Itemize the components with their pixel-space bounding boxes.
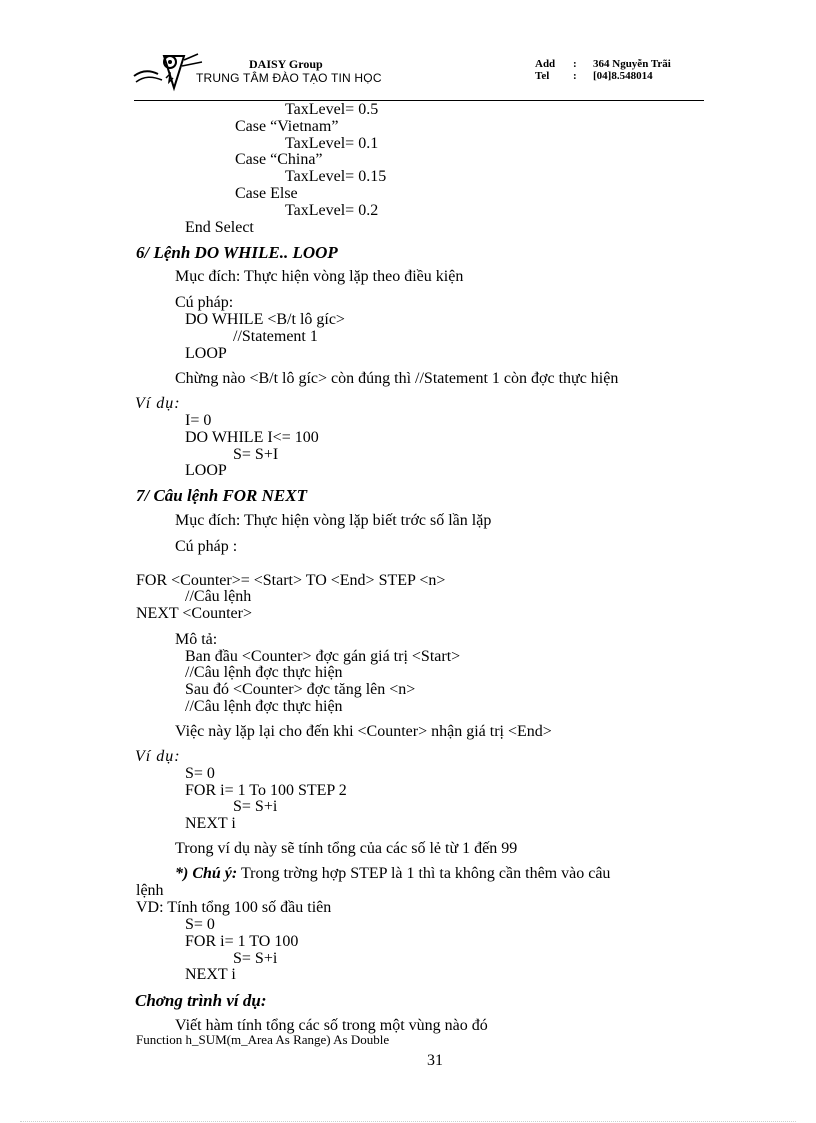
header-tel-label: Tel	[535, 70, 550, 82]
header-tel-value: [04]8.548014	[593, 70, 653, 82]
code-line: FOR i= 1 TO 100	[185, 933, 299, 950]
code-line: End Select	[185, 219, 254, 236]
code-line: Case “China”	[235, 151, 323, 168]
paragraph: Trong ví dụ này sẽ tính tổng của các số lẻ từ 1 đến 99	[175, 840, 518, 857]
header-address-value: 364 Nguyễn Trãi	[593, 58, 671, 70]
code-line: Function h_SUM(m_Area As Range) As Double	[136, 1032, 390, 1047]
code-line: DO WHILE <B/t lô gíc>	[185, 311, 345, 328]
header-rule	[134, 100, 704, 101]
paragraph: Mô tả:	[175, 631, 218, 648]
code-line: Sau đó <Counter> đợc tăng lên <n>	[185, 681, 416, 698]
code-line: NEXT i	[185, 966, 236, 983]
code-line: S= 0	[185, 916, 215, 933]
code-line: DO WHILE I<= 100	[185, 429, 319, 446]
code-line: Case Else	[235, 185, 298, 202]
note-line	[175, 865, 610, 882]
example-label: Ví dụ:	[135, 395, 181, 412]
section-heading-for-next: 7/ Câu lệnh FOR NEXT	[136, 486, 307, 505]
paragraph: Cú pháp:	[175, 294, 234, 311]
code-line: S= S+i	[233, 950, 278, 967]
code-line: FOR <Counter>= <Start> TO <End> STEP <n>	[136, 572, 446, 589]
header-address-label: Add	[535, 58, 556, 70]
paragraph: Chừng nào <B/t lô gíc> còn đúng thì //Statement 1 còn đợc thực hiện	[175, 370, 619, 387]
code-line: TaxLevel= 0.15	[285, 168, 387, 185]
code-line: //Câu lệnh	[185, 588, 252, 605]
code-line: TaxLevel= 0.1	[285, 135, 379, 152]
paragraph: VD: Tính tổng 100 số đầu tiên	[136, 899, 332, 916]
code-line: LOOP	[185, 462, 227, 479]
code-line: TaxLevel= 0.2	[285, 202, 379, 219]
code-line: LOOP	[185, 345, 227, 362]
section-heading-program-example: Chơng trình ví dụ:	[135, 991, 267, 1010]
paragraph: Mục đích: Thực hiện vòng lặp theo điều kiện	[175, 268, 464, 285]
code-line: S= S+i	[233, 798, 278, 815]
logo-icon	[132, 52, 204, 92]
paragraph: Mục đích: Thực hiện vòng lặp biết trớc số lần lặp	[175, 512, 492, 529]
page-number: 31	[427, 1052, 443, 1069]
header-tel-sep: :	[573, 70, 577, 82]
code-line: TaxLevel= 0.5	[285, 101, 379, 118]
code-line: //Câu lệnh đợc thực hiện	[185, 664, 343, 681]
section-heading-do-while: 6/ Lệnh DO WHILE.. LOOP	[136, 243, 338, 262]
header-brand: DAISY Group	[249, 57, 323, 71]
footer-dotted-rule	[20, 1121, 796, 1122]
header-address-sep: :	[573, 58, 577, 70]
code-line: Ban đầu <Counter> đợc gán giá trị <Start>	[185, 648, 461, 665]
code-line: //Statement 1	[233, 328, 318, 345]
note-label: *) Chú ý:	[175, 865, 238, 882]
paragraph: Viết hàm tính tổng các số trong một vùng nào đó	[175, 1017, 488, 1034]
code-line: I= 0	[185, 412, 212, 429]
code-line: S= S+I	[233, 446, 279, 463]
code-line: FOR i= 1 To 100 STEP 2	[185, 782, 347, 799]
example-label: Ví dụ:	[135, 748, 181, 765]
header-center-name: TRUNG TÂM ĐÀO TẠO TIN HỌC	[196, 71, 382, 85]
paragraph: lệnh	[136, 882, 164, 899]
note-text: Trong trờng hợp STEP là 1 thì ta không cần thêm vào câu	[240, 865, 611, 882]
code-line: NEXT i	[185, 815, 236, 832]
paragraph: Cú pháp :	[175, 538, 238, 555]
code-line: S= 0	[185, 765, 215, 782]
code-line: //Câu lệnh đợc thực hiện	[185, 698, 343, 715]
paragraph: Việc này lặp lại cho đến khi <Counter> nhận giá trị <End>	[175, 723, 552, 740]
code-line: Case “Vietnam”	[235, 118, 339, 135]
code-line: NEXT <Counter>	[136, 605, 252, 622]
